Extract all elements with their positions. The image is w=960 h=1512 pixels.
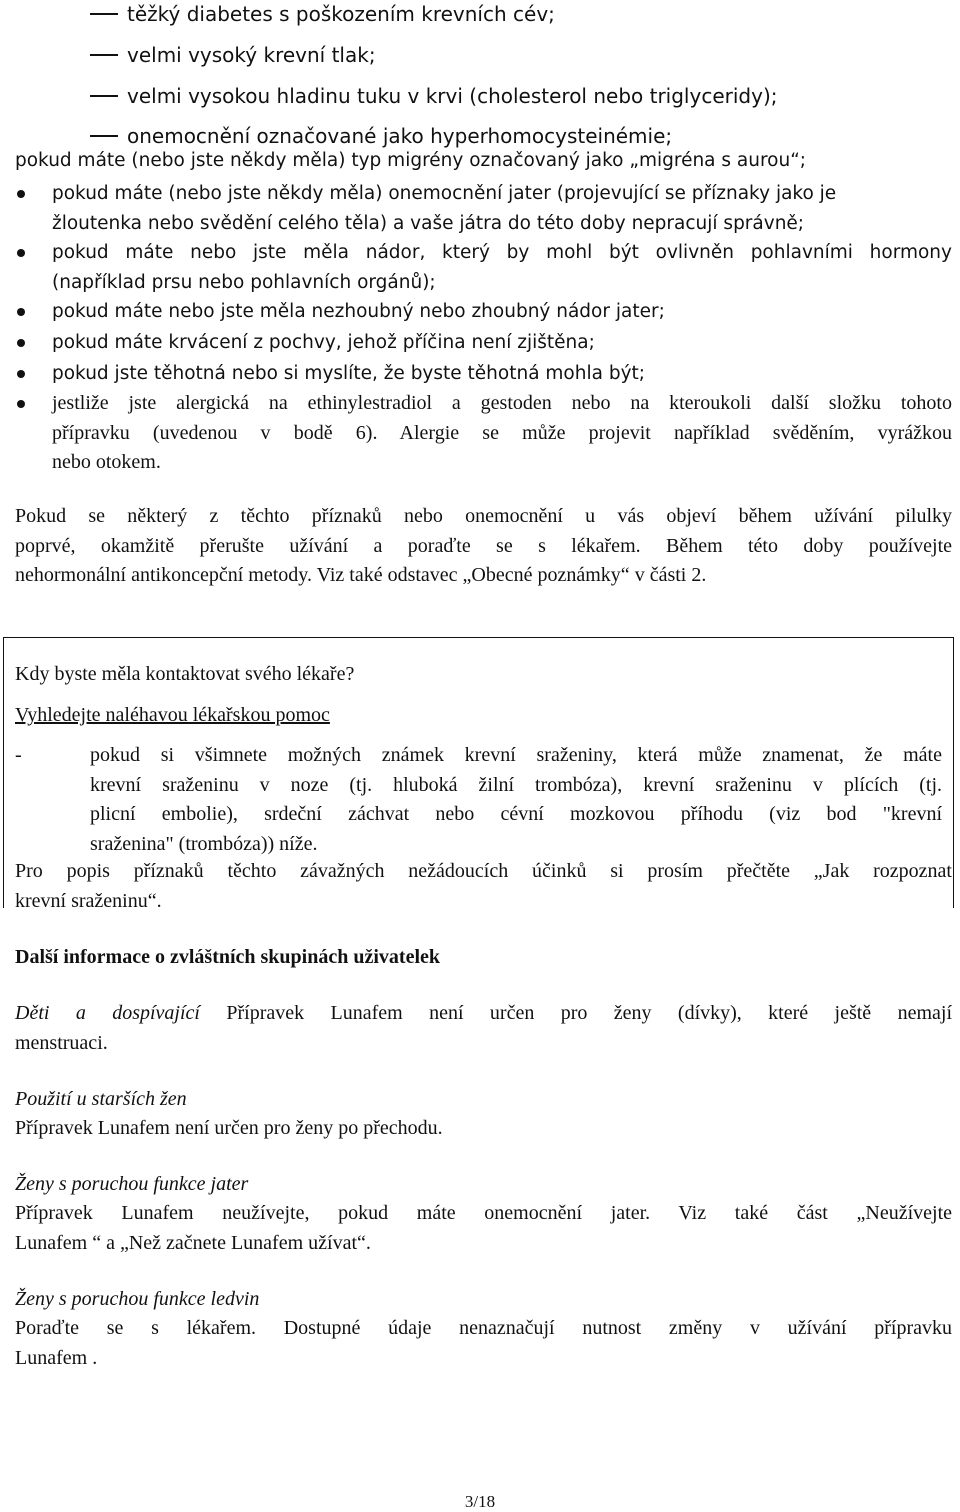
liver-line: Přípravek Lunafem neužívejte, pokud máte onemocnění jater. Viz také část „Neužívejte [15, 1202, 952, 1224]
paragraph-line: nehormonální antikoncepční metody. Viz také odstavec „Obecné poznámky“ v části 2. [15, 564, 707, 586]
paragraph-line: Pokud se některý z těchto příznaků nebo onemocnění u vás objeví během užívání pilulky [15, 505, 952, 527]
box-note-line: krevní sraženinu“. [15, 889, 162, 912]
bullet-line: pokud máte nebo jste měla nádor, který by mohl být ovlivněn pohlavními hormony [52, 242, 952, 263]
list-item-text: velmi vysokou hladinu tuku v krvi (cholesterol nebo triglyceridy); [127, 84, 778, 108]
bullet-line: pokud máte krvácení z pochvy, jehož příčina není zjištěna; [52, 332, 595, 353]
bullet-line: jestliže jste alergická na ethinylestradiol a gestoden nebo na kteroukoli další složku tohoto [52, 392, 952, 414]
box-question: Kdy byste měla kontaktovat svého lékaře? [15, 663, 355, 685]
box-line: plicní embolie), srdeční záchvat nebo cévní mozkovou příhodu (viz bod "krevní [90, 803, 942, 825]
children-title: Děti a dospívající [15, 1002, 200, 1024]
box-line: krevní sraženinu v noze (tj. hluboká žilní trombóza), krevní sraženinu v plících (tj. [90, 773, 942, 796]
page-number: 3/18 [464, 1492, 496, 1511]
dash-marker [90, 135, 118, 137]
paragraph-line: poprvé, okamžitě přerušte užívání a poraďte se s lékařem. Během této doby používejte [15, 534, 952, 557]
liver-paragraph [15, 1199, 952, 1258]
dash-marker [90, 13, 118, 15]
bullet-line: žloutenka nebo svědění celého těla) a vaše játra do této doby nepracují správně; [52, 212, 805, 234]
liver-title: Ženy s poruchou funkce jater [15, 1173, 249, 1195]
elderly-text: Přípravek Lunafem není určen pro ženy po přechodu. [15, 1117, 443, 1139]
dash-marker [90, 54, 118, 56]
box-line: sraženina" (trombóza)) níže. [90, 832, 318, 855]
box-line: pokud si všimnete možných známek krevní sraženiny, která může znamenat, že máte [90, 744, 942, 766]
children-paragraph [15, 999, 952, 1058]
children-text: Přípravek Lunafem není určen pro ženy (dívky), které ještě nemají [199, 1002, 953, 1024]
urgent-help-label: Vyhledejte naléhavou lékařskou pomoc [15, 704, 330, 726]
bullet-line: pokud máte nebo jste měla nezhoubný nebo zhoubný nádor jater; [52, 301, 665, 322]
bullet-dot [17, 339, 25, 347]
bullet-dot [17, 308, 25, 316]
bullet-dot [17, 400, 25, 408]
list-item-text: těžký diabetes s poškozením krevních cév; [127, 2, 555, 26]
section-heading: Další informace o zvláštních skupinách uživatelek [15, 946, 441, 968]
migraine-line: pokud máte (nebo jste někdy měla) typ migrény označovaný jako „migréna s aurou“; [15, 150, 807, 171]
list-item-text: velmi vysoký krevní tlak; [127, 43, 376, 67]
warning-paragraph [15, 502, 952, 591]
liver-line: Lunafem “ a „Než začnete Lunafem užívat“. [15, 1231, 371, 1254]
dash-marker [90, 95, 118, 97]
bullet-line: (například prsu nebo pohlavních orgánů); [52, 271, 436, 293]
kidney-line: Lunafem . [15, 1346, 98, 1369]
elderly-title: Použití u starších žen [15, 1088, 187, 1110]
list-item-text: onemocnění označované jako hyperhomocysteinémie; [127, 124, 673, 148]
bullet-line: nebo otokem. [52, 451, 161, 473]
bullet-line: pokud jste těhotná nebo si myslíte, že byste těhotná mohla být; [52, 363, 646, 384]
kidney-title: Ženy s poruchou funkce ledvin [15, 1288, 260, 1310]
box-note [15, 857, 952, 916]
kidney-line: Poraďte se s lékařem. Dostupné údaje nenaznačují nutnost změny v užívání přípravku [15, 1317, 952, 1339]
bullet-dot [17, 190, 25, 198]
kidney-paragraph [15, 1314, 952, 1373]
dash-marker: - [15, 744, 22, 766]
bullet-dot [17, 370, 25, 378]
bullet-line: přípravku (uvedenou v bodě 6). Alergie se může projevit například svěděním, vyrážkou [52, 421, 952, 444]
box-note-line: Pro popis příznaků těchto závažných nežádoucích účinků si prosím přečtěte „Jak rozpoznat [15, 860, 952, 882]
bullet-dot [17, 249, 25, 257]
children-text: menstruaci. [15, 1031, 108, 1054]
bullet-line: pokud máte (nebo jste někdy měla) onemocnění jater (projevující se příznaky jako je [52, 183, 837, 204]
